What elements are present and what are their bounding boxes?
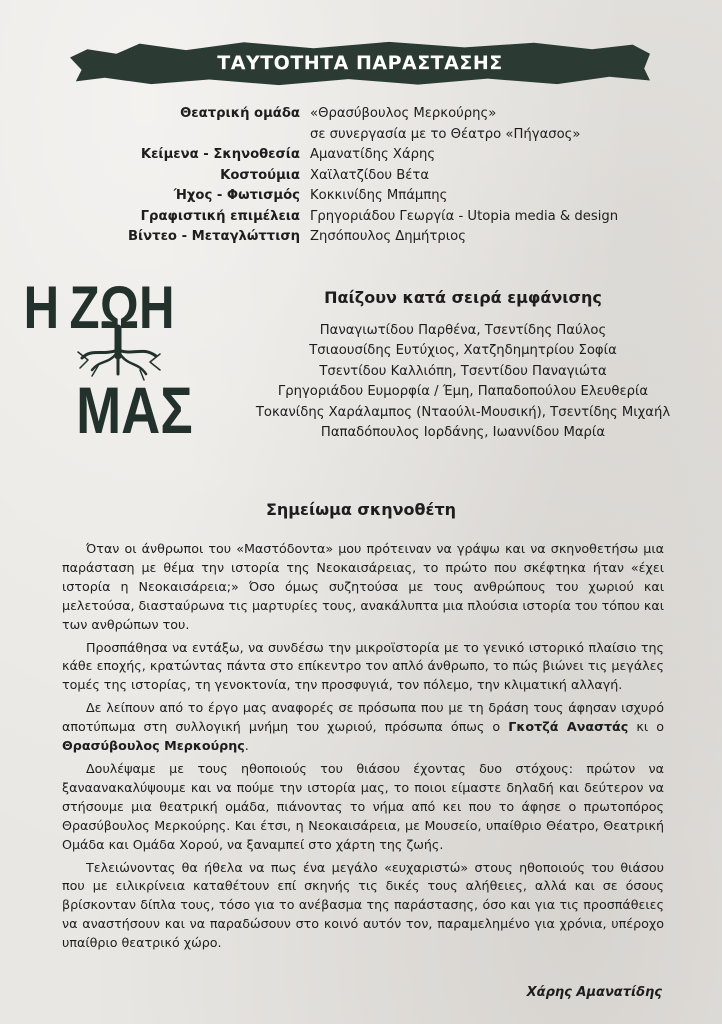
note-paragraph: Δουλέψαμε με τους ηθοποιούς του θιάσου έχοντας δυο στόχους: πρώτον να ξαναανακαλύψουμε και να πούμε την ιστορία μας, το ποιοι είμαστε δηλαδή και δεύτερον να στήσουμε μια θεατρική ομάδα, πιάνοντας το νήμα από κει που το άφησε ο πρωτοπόρος Θρασύβουλος Μερκούρης. Και έτσι, η Νεοκαισάρεια, με Μουσείο, υπαίθριο Θέατρο, Θεατρική Ομάδα και Ομάδα Χορού, να ξαναμπεί στο χάρτη της ζωής.	[62, 760, 664, 852]
play-logo	[22, 278, 212, 468]
credit-role: Ήχος - Φωτισμός	[173, 188, 300, 203]
credit-value: Γρηγοριάδου Γεωργία - Utopia media & design	[310, 208, 619, 224]
note-name-merkouris: Θρασύβουλος Μερκούρης	[62, 738, 245, 754]
credit-role: Γραφιστική επιμέλεια	[140, 208, 300, 224]
note-text: κι ο	[628, 719, 665, 735]
note-paragraph: Προσπάθησα να εντάξω, να συνδέσω την μικροϊστορία με το γενικό ιστορικό πλαίσιο της κάθε εποχής, κρατώντας πάντα στο επίκεντρο τον απλό άνθρωπο, το πώς βιώνει τις μεγάλες τομές της ιστορίας, τη γενοκτονία, την προσφυγιά, τον πόλεμο, την κλιματική αλλαγή.	[62, 639, 664, 693]
logo-text-zoi: ΖΩΗ	[69, 278, 175, 342]
note-heading: Σημείωμα σκηνοθέτη	[265, 500, 457, 519]
note-name-gkotza: Γκοτζά Αναστάς	[508, 719, 629, 735]
credit-value: Κοκκινίδης Μπάμπης	[310, 188, 448, 203]
cast-line: Τοκανίδης Χαράλαμπος (Νταούλι-Μουσική), Τσεντίδης Μιχαήλ	[255, 404, 671, 420]
credit-role: Θεατρική ομάδα	[180, 106, 300, 121]
cast-line: Παπαδόπουλος Ιορδάνης, Ιωαννίδου Μαρία	[320, 425, 606, 440]
director-note	[62, 540, 664, 957]
note-paragraph: Τελειώνοντας θα ήθελα να πως ένα μεγάλο «ευχαριστώ» στους ηθοποιούς του θιάσου που με ειλικρίνεια καταθέτουν επί σκηνής τις δικές τους αλήθειες, αλλά και σε όσους βρίσκονταν δίπλα τους, τόσο για το ανέβασμα της παράστασης, όσο και για τις προσπάθειες να αναστήσουν και να παραδώσουν στο κοινό αυτόν τον, παραμελημένο για χρόνια, υπέροχο υπαίθριο θεατρικό χώρο.	[62, 859, 664, 951]
credit-role: Κείμενα - Σκηνοθεσία	[140, 147, 300, 162]
credit-row	[0, 207, 722, 228]
credit-row	[0, 227, 722, 248]
credit-row	[0, 125, 722, 146]
note-text: Δε λείπουν από το έργο μας αναφορές σε πρόσωπα που με τη δράση τους άφησαν ισχυρό αποτύπωμα στη συλλογική μνήμη του χωριού, πρόσωπα όπως ο	[62, 700, 664, 735]
credit-row	[0, 166, 722, 187]
cast-heading: Παίζουν κατά σειρά εμφάνισης	[324, 288, 602, 307]
credit-row	[0, 145, 722, 166]
cast-line: Γρηγοριάδου Ευμορφία / Έμη, Παπαδοπούλου Ελευθερία	[277, 384, 649, 399]
note-text: .	[244, 738, 249, 754]
credit-row	[0, 186, 722, 207]
cast-line: Παναγιωτίδου Παρθένα, Τσεντίδης Παύλος	[319, 322, 607, 338]
cast-line: Τσεντίδου Καλλιόπη, Τσεντίδου Παναγιώτα	[319, 363, 607, 379]
credit-row	[0, 104, 722, 125]
cast-line: Τσιαουσίδης Ευτύχιος, Χατζηδημητρίου Σοφία	[309, 343, 617, 358]
logo-text-mas: ΜΑΣ	[76, 372, 193, 448]
credit-role: Βίντεο - Μεταγλώττιση	[127, 229, 300, 244]
note-paragraph	[62, 699, 664, 756]
note-paragraph: Όταν οι άνθρωποι του «Μαστόδοντα» μου πρότειναν να γράψω και να σκηνοθετήσω μια παράσταση με θέμα την ιστορία της Νεοκαισάρειας, το πρώτο που σκέφτηκα ήταν «έχει ιστορία η Νεοκαισάρεια;» Όσο όμως συζητούσα με τους ανθρώπους του χωριού και μελετούσα, διασταύρωνα τις μαρτυρίες τους, ανακάλυπτα μια πλούσια ιστορία του τόπου και των ανθρώπων του.	[62, 541, 664, 632]
credit-value: Αμανατίδης Χάρης	[310, 147, 436, 162]
credit-role	[0, 125, 310, 146]
logo-text-h: Η	[23, 278, 60, 342]
credit-value: Χαϊλατζίδου Βέτα	[310, 167, 430, 183]
cast-section	[228, 288, 698, 444]
signature: Χάρης Αμανατίδης	[526, 985, 662, 1000]
credits-list	[0, 104, 722, 248]
credit-value: σε συνεργασία με το Θέατρο «Πήγασος»	[310, 126, 581, 142]
credit-role: Κοστούμια	[220, 167, 300, 183]
credit-value: «Θρασύβουλος Μερκούρης»	[310, 106, 497, 121]
credit-value: Ζησόπουλος Δημήτριος	[310, 229, 466, 244]
page-title: ΤΑΥΤΟΤΗΤΑ ΠΑΡΑΣΤΑΣΗΣ	[217, 52, 503, 74]
